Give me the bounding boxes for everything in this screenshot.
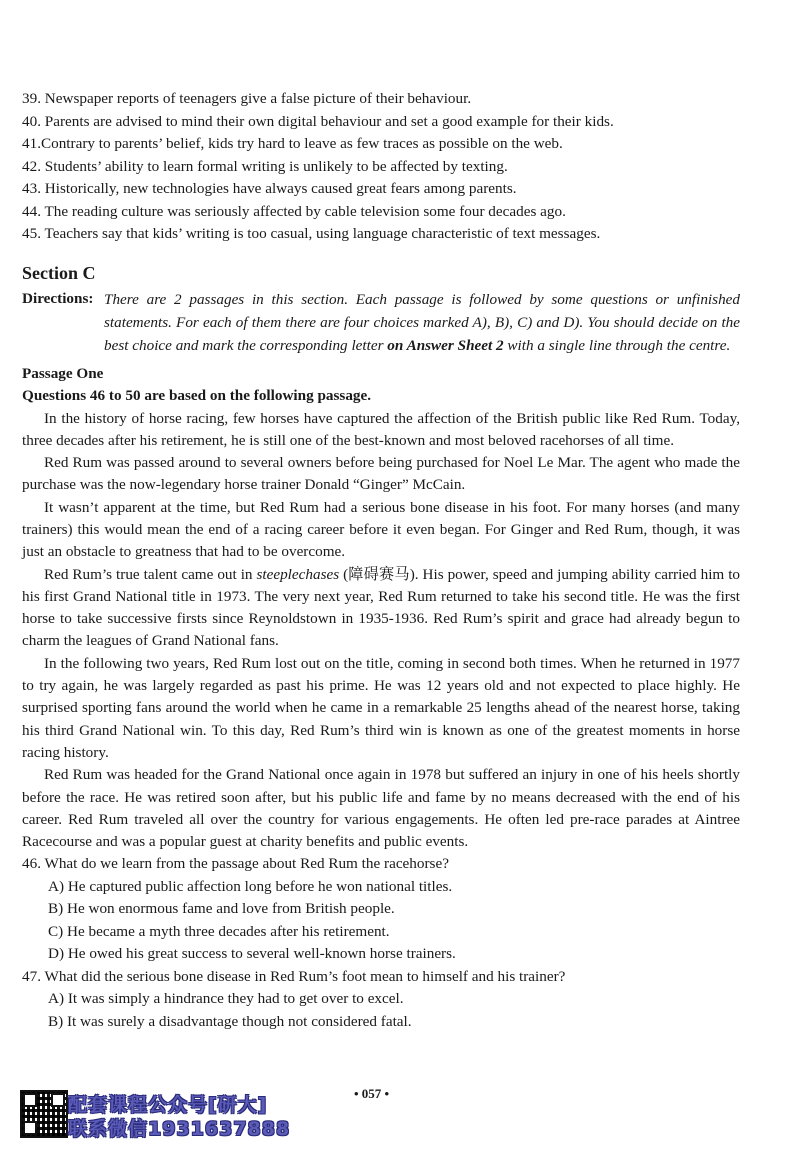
paragraph-4-start: Red Rum’s true talent came out in <box>44 565 257 583</box>
statement-42: 42. Students’ ability to learn formal writing is unlikely to be affected by texting. <box>22 157 508 175</box>
page-content <box>22 88 740 1033</box>
option-d: D) He owed his great success to several well-known horse trainers. <box>48 945 456 963</box>
option-a: A) It was simply a hindrance they had to get over to excel. <box>48 990 404 1008</box>
page-number: • 057 • <box>354 1086 390 1101</box>
directions-text-end: with a single line through the centre. <box>503 336 731 354</box>
question-46 <box>22 853 740 966</box>
paragraph-3: It wasn’t apparent at the time, but Red Rum had a serious bone disease in his foot. For many horses (and many trainers) this would mean the end of a racing career before it even began. For Ginger and Red Rum, though, it was just an obstacle to greatness that had to be overcome. <box>22 498 740 561</box>
statement-39: 39. Newspaper reports of teenagers give a false picture of their behaviour. <box>22 90 472 107</box>
paragraph-1: In the history of horse racing, few horses have captured the affection of the British public like Red Rum. Today, three decades after his retirement, he is still one of the best-known and most beloved racehorses of all time. <box>22 409 740 449</box>
paragraph-4 <box>22 564 740 653</box>
question-stem: 46. What do we learn from the passage about Red Rum the racehorse? <box>22 855 449 873</box>
paragraph-6: Red Rum was headed for the Grand National once again in 1978 but suffered an injury in one of his heels shortly before the race. He was retired soon after, but his public life and fame by no means decreased with the end of his career. Red Rum traveled all over the country for various engagements. He often led pre-race parades at Aintree Racecourse and was a popular guest at charity benefits and public events. <box>22 766 740 851</box>
qr-corner <box>23 1121 37 1135</box>
directions-text <box>104 288 740 357</box>
section-title: Section C <box>22 262 96 283</box>
promo-line-2: 联系微信1931637888 <box>68 1118 291 1140</box>
option-b: B) It was surely a disadvantage though not considered fatal. <box>48 1012 412 1030</box>
directions-label: Directions: <box>22 289 94 307</box>
statement-41: 41.Contrary to parents’ belief, kids try hard to leave as few traces as possible on the web. <box>22 135 563 152</box>
statement-40: 40. Parents are advised to mind their own digital behaviour and set a good example for their kids. <box>22 112 614 130</box>
statement-list <box>22 88 740 246</box>
directions-text-part: There are 2 passages in this section. Each passage is followed by some questions or unfinished statements. For each of them there are four choices marked A), B), C) and D). You should decide on the best choice and mark the corresponding letter <box>104 290 740 354</box>
paragraph-4-term: steeplechases <box>256 565 340 583</box>
statement-43: 43. Historically, new technologies have always caused great fears among parents. <box>22 180 517 197</box>
qr-code-icon <box>20 1090 68 1138</box>
question-stem: 47. What did the serious bone disease in Red Rum’s foot mean to himself and his trainer? <box>22 967 566 985</box>
directions-answer-sheet: on Answer Sheet 2 <box>387 336 504 354</box>
directions <box>22 288 740 357</box>
page-footer <box>0 1080 800 1151</box>
option-a: A) He captured public affection long before he won national titles. <box>48 877 453 895</box>
statement-45: 45. Teachers say that kids’ writing is too casual, using language characteristic of text messages. <box>22 225 601 242</box>
question-47 <box>22 966 740 1034</box>
paragraph-5: In the following two years, Red Rum lost out on the title, coming in second both times. When he returned in 1977 to try again, he was largely regarded as past his prime. He was 12 years old and not expected to place highly. He surprised sporting fans around the world when he came in a remarkable 25 lengths ahead of the nearest horse, taking his third Grand National win. To this day, Red Rum’s third win is known as one of the greatest moments in horse racing history. <box>22 654 740 761</box>
qr-corner <box>51 1093 65 1107</box>
passage-title: Passage One <box>22 364 104 382</box>
promo-line-1: 配套课程公众号[研大] <box>68 1094 268 1116</box>
option-b: B) He won enormous fame and love from British people. <box>48 900 395 918</box>
passage-subtitle: Questions 46 to 50 are based on the following passage. <box>22 387 372 404</box>
option-c: C) He became a myth three decades after his retirement. <box>48 922 390 940</box>
qr-corner <box>23 1093 37 1107</box>
paragraph-4-rest: (障碍赛马). His power, speed and jumping ability carried him to his first Grand National title in 1973. The very next year, Red Rum returned to take his second title. He was the first horse to take successive firsts since Reynoldstown in 1935-1936. Red Rum’s spirit and grace had already begun to charm the leagues of Grand National fans. <box>22 565 741 650</box>
passage-body <box>22 408 740 854</box>
paragraph-2: Red Rum was passed around to several owners before being purchased for Noel Le Mar. The agent who made the purchase was the now-legendary horse trainer Donald “Ginger” McCain. <box>22 454 740 494</box>
statement-44: 44. The reading culture was seriously affected by cable television some four decades ago. <box>22 202 566 220</box>
